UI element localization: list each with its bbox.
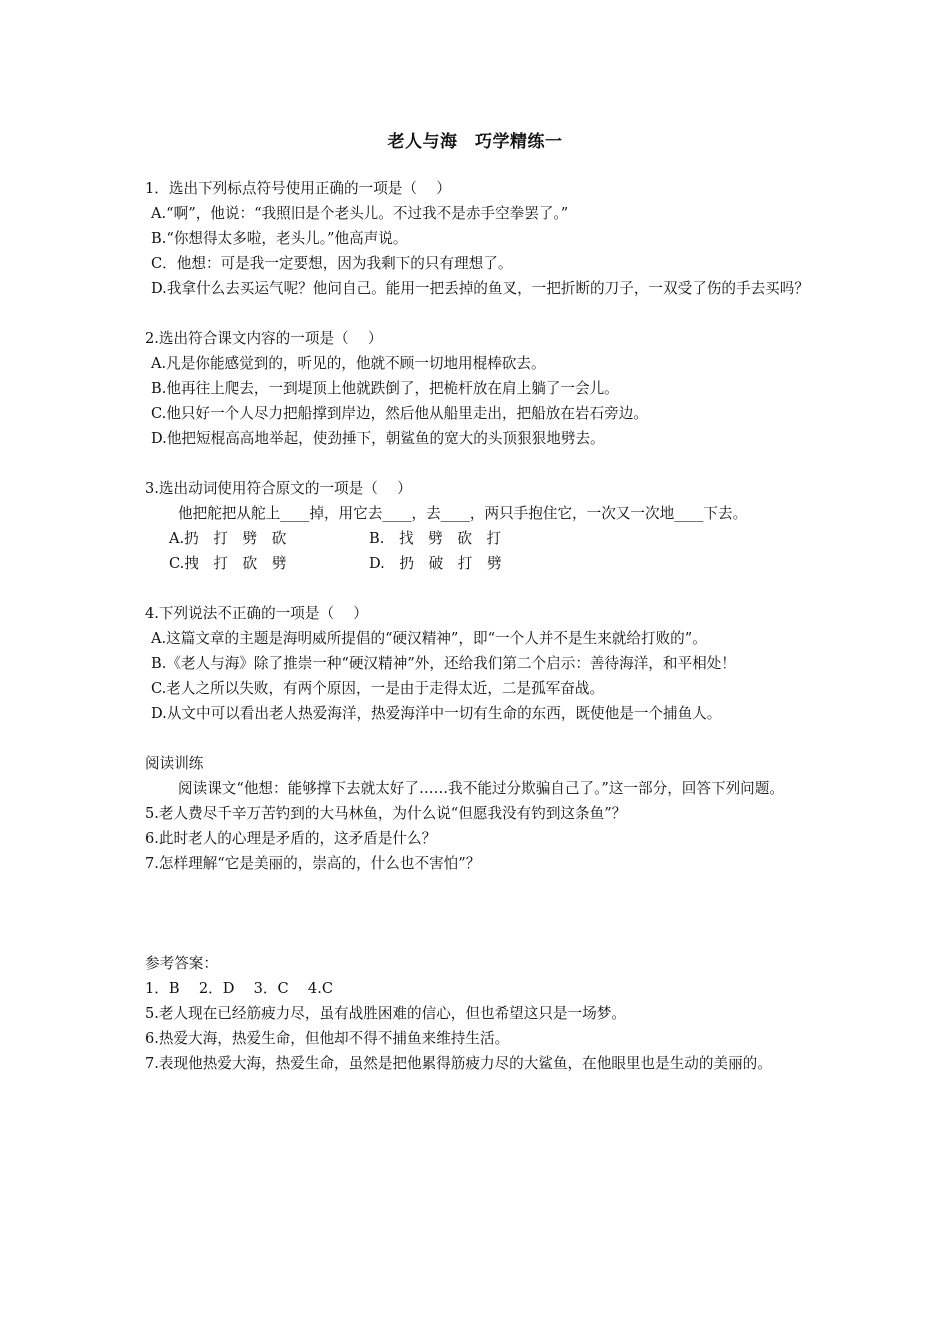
question-3-text: 他把舵把从舵上____掉，用它去____，去____，两只手抱住它，一次又一次地____下去。	[178, 505, 748, 522]
question-1-stem: 1．选出下列标点符号使用正确的一项是（ ）	[145, 180, 451, 197]
question-4	[145, 601, 817, 726]
reading-question-7: 7.怎样理解“它是美丽的，崇高的，什么也不害怕”？	[145, 855, 481, 872]
page-title: 老人与海 巧学精练一	[387, 132, 563, 152]
question-2-option-c: C.他只好一个人尽力把船撑到岸边，然后他从船里走出，把船放在岩石旁边。	[151, 405, 648, 422]
question-3	[145, 476, 817, 576]
spacer	[145, 876, 817, 951]
reading-question-6: 6.此时老人的心理是矛盾的，这矛盾是什么？	[145, 830, 437, 847]
question-3-option-a: A.扔 打 劈 砍	[169, 530, 287, 547]
question-1-option-b: B.“你想得太多啦，老头儿。”他高声说。	[151, 230, 408, 247]
spacer	[145, 451, 817, 476]
spacer	[145, 301, 817, 326]
question-1-option-a: A.“啊”，他说：“我照旧是个老头儿。不过我不是赤手空拳罢了。”	[151, 205, 569, 222]
reading-heading: 阅读训练	[145, 755, 204, 772]
spacer	[145, 726, 817, 751]
answer-7: 7.表现他热爱大海，热爱生命，虽然是把他累得筋疲力尽的大鲨鱼，在他眼里也是生动的美丽的。	[145, 1055, 772, 1072]
question-4-option-c: C.老人之所以失败，有两个原因，一是由于走得太近，二是孤军奋战。	[151, 680, 605, 697]
answer-5: 5.老人现在已经筋疲力尽，虽有战胜困难的信心，但也希望这只是一场梦。	[145, 1005, 626, 1022]
question-4-option-b: B.《老人与海》除了推崇一种“硬汉精神”外，还给我们第二个启示：善待海洋，和平相处！	[151, 655, 736, 672]
question-4-option-d: D.从文中可以看出老人热爱海洋，热爱海洋中一切有生命的东西，既使他是一个捕鱼人。	[151, 705, 722, 722]
question-4-option-a: A.这篇文章的主题是海明威所提倡的“硬汉精神”，即“一个人并不是生来就给打败的”。	[151, 630, 707, 647]
reading-section	[145, 751, 817, 876]
question-1	[145, 176, 817, 301]
question-3-option-d: D. 扔 破 打 劈	[369, 555, 502, 572]
question-3-option-b: B. 找 劈 砍 打	[369, 530, 502, 547]
question-3-options-row-1	[145, 526, 817, 551]
question-3-options-row-2	[145, 551, 817, 576]
answers-heading: 参考答案：	[145, 955, 218, 972]
question-2-stem: 2.选出符合课文内容的一项是（ ）	[145, 330, 383, 347]
reading-question-5: 5.老人费尽千辛万苦钓到的大马林鱼，为什么说“但愿我没有钓到这条鱼”？	[145, 805, 627, 822]
answers-section	[145, 951, 817, 1076]
question-1-option-c: C．他想：可是我一定要想，因为我剩下的只有理想了。	[151, 255, 513, 272]
question-3-stem: 3.选出动词使用符合原文的一项是（ ）	[145, 480, 412, 497]
question-2-option-d: D.他把短棍高高地举起，使劲捶下，朝鲨鱼的宽大的头顶狠狠地劈去。	[151, 430, 605, 447]
reading-intro: 阅读课文“他想：能够撑下去就太好了……我不能过分欺骗自己了。”这一部分，回答下列问题。	[178, 780, 784, 797]
question-4-stem: 4.下列说法不正确的一项是（ ）	[145, 605, 368, 622]
question-3-option-c: C.拽 打 砍 劈	[169, 555, 287, 572]
question-1-option-d: D.我拿什么去买运气呢？他问自己。能用一把丢掉的鱼叉，一把折断的刀子，一双受了伤的手去买吗？	[151, 280, 809, 297]
spacer	[145, 576, 817, 601]
answer-6: 6.热爱大海，热爱生命，但他却不得不捕鱼来维持生活。	[145, 1030, 510, 1047]
question-2-option-a: A.凡是你能感觉到的，听见的，他就不顾一切地用棍棒砍去。	[151, 355, 546, 372]
question-2-option-b: B.他再往上爬去，一到堤顶上他就跌倒了，把桅杆放在肩上躺了一会儿。	[151, 380, 619, 397]
answers-choice: 1．B 2．D 3．C 4.C	[145, 980, 334, 997]
question-2	[145, 326, 817, 451]
document-body	[145, 176, 817, 1076]
